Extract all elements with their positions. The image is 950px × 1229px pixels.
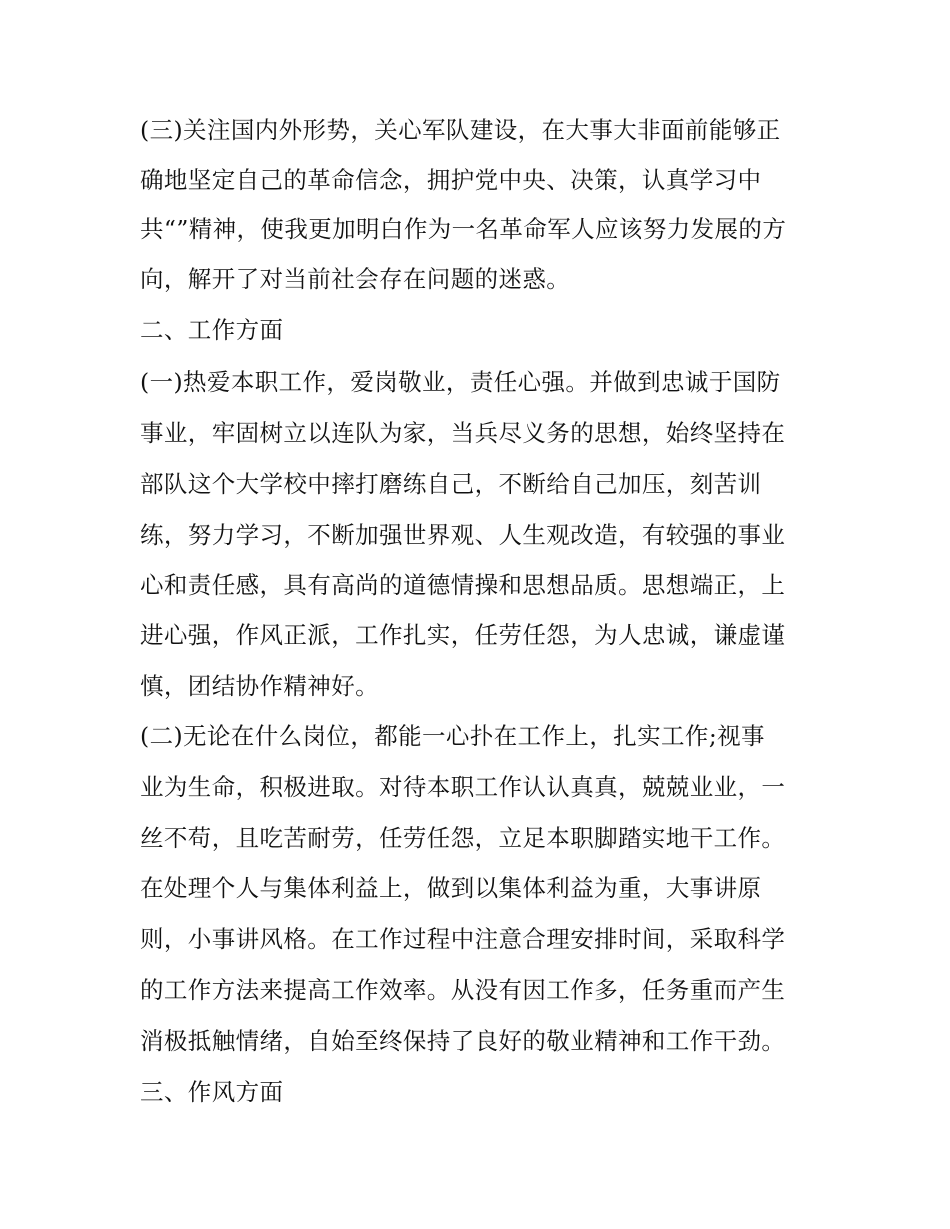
section-heading: 二、工作方面 <box>140 316 284 344</box>
text-line: 丝不苟，且吃苦耐劳，任劳任怨，立足本职脚踏实地干工作。 <box>140 824 786 852</box>
text-line: 业为生命，积极进取。对待本职工作认认真真，兢兢业业，一 <box>140 773 786 801</box>
text-line: 慎，团结协作精神好。 <box>140 672 379 700</box>
text-line: (一)热爱本职工作，爱岗敬业，责任心强。并做到忠诚于国防 <box>140 368 781 396</box>
text-line: 练，努力学习，不断加强世界观、人生观改造，有较强的事业 <box>140 521 786 549</box>
text-line: 消极抵触情绪，自始至终保持了良好的敬业精神和工作干劲。 <box>140 1027 786 1055</box>
text-line: 的工作方法来提高工作效率。从没有因工作多，任务重而产生 <box>140 976 786 1004</box>
text-line: 共“”精神，使我更加明白作为一名革命军人应该努力发展的方 <box>140 215 787 243</box>
text-line: 进心强，作风正派，工作扎实，任劳任怨，为人忠诚，谦虚谨 <box>140 621 786 649</box>
text-line: 事业，牢固树立以连队为家，当兵尽义务的思想，始终坚持在 <box>140 419 786 447</box>
text-line: 向，解开了对当前社会存在问题的迷惑。 <box>140 265 571 293</box>
text-line: 确地坚定自己的革命信念，拥护党中央、决策，认真学习中 <box>140 166 762 194</box>
text-line: 则，小事讲风格。在工作过程中注意合理安排时间，采取科学 <box>140 925 786 953</box>
text-line: 心和责任感，具有高尚的道德情操和思想品质。思想端正，上 <box>140 571 786 599</box>
section-heading: 三、作风方面 <box>140 1078 284 1106</box>
text-line: 部队这个大学校中摔打磨练自己，不断给自己加压，刻苦训 <box>140 470 762 498</box>
text-line: (二)无论在什么岗位，都能一心扑在工作上，扎实工作;视事 <box>140 722 765 750</box>
text-line: (三)关注国内外形势，关心军队建设，在大事大非面前能够正 <box>140 116 781 144</box>
text-line: 在处理个人与集体利益上，做到以集体利益为重，大事讲原 <box>140 874 762 902</box>
